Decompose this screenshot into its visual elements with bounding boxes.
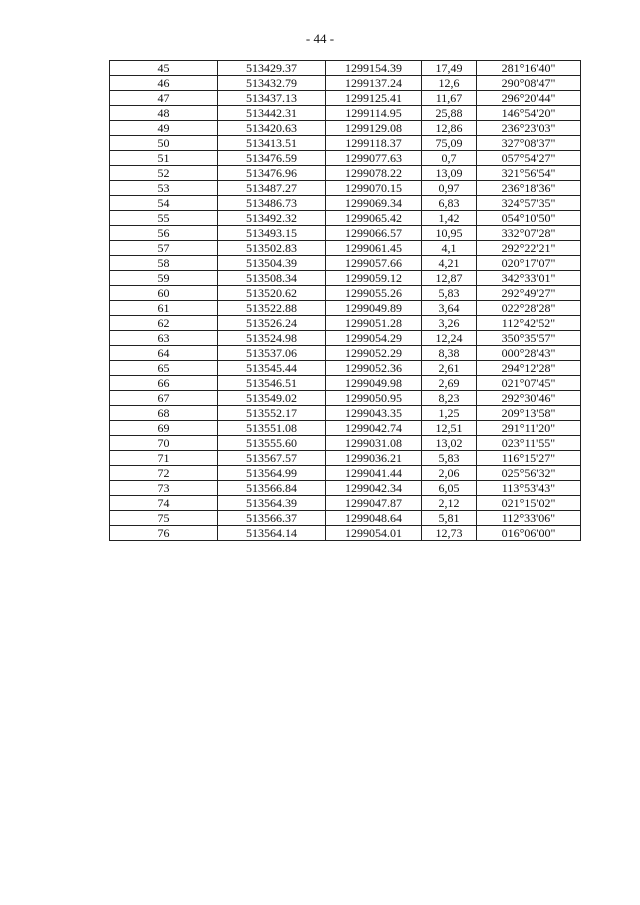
direction-angle-cell: 146°54'20" (477, 106, 581, 121)
x-coordinate-cell: 513564.14 (218, 526, 326, 541)
table-row (110, 151, 581, 166)
distance-cell: 17,49 (422, 61, 477, 76)
table-row (110, 451, 581, 466)
direction-angle-cell: 023°11'55" (477, 436, 581, 451)
point-number-cell: 55 (110, 211, 218, 226)
distance-cell: 8,38 (422, 346, 477, 361)
y-coordinate-cell: 1299057.66 (326, 256, 422, 271)
table-row (110, 211, 581, 226)
point-number-cell: 45 (110, 61, 218, 76)
x-coordinate-cell: 513551.08 (218, 421, 326, 436)
point-number-cell: 49 (110, 121, 218, 136)
direction-angle-cell: 324°57'35" (477, 196, 581, 211)
direction-angle-cell: 021°15'02" (477, 496, 581, 511)
x-coordinate-cell: 513537.06 (218, 346, 326, 361)
y-coordinate-cell: 1299077.63 (326, 151, 422, 166)
x-coordinate-cell: 513429.37 (218, 61, 326, 76)
table-row (110, 421, 581, 436)
point-number-cell: 54 (110, 196, 218, 211)
distance-cell: 3,26 (422, 316, 477, 331)
y-coordinate-cell: 1299051.28 (326, 316, 422, 331)
table-row (110, 316, 581, 331)
point-number-cell: 68 (110, 406, 218, 421)
point-number-cell: 52 (110, 166, 218, 181)
table-row (110, 301, 581, 316)
distance-cell: 8,23 (422, 391, 477, 406)
point-number-cell: 59 (110, 271, 218, 286)
y-coordinate-cell: 1299036.21 (326, 451, 422, 466)
point-number-cell: 53 (110, 181, 218, 196)
table-row (110, 481, 581, 496)
y-coordinate-cell: 1299125.41 (326, 91, 422, 106)
point-number-cell: 63 (110, 331, 218, 346)
table-row (110, 76, 581, 91)
distance-cell: 13,09 (422, 166, 477, 181)
table-row (110, 241, 581, 256)
point-number-cell: 69 (110, 421, 218, 436)
table-row (110, 406, 581, 421)
page-number: - 44 - (305, 31, 335, 46)
point-number-cell: 76 (110, 526, 218, 541)
distance-cell: 4,21 (422, 256, 477, 271)
table-row (110, 196, 581, 211)
direction-angle-cell: 236°23'03" (477, 121, 581, 136)
x-coordinate-cell: 513420.63 (218, 121, 326, 136)
table-row (110, 526, 581, 541)
direction-angle-cell: 112°33'06" (477, 511, 581, 526)
x-coordinate-cell: 513520.62 (218, 286, 326, 301)
distance-cell: 12,86 (422, 121, 477, 136)
y-coordinate-cell: 1299052.29 (326, 346, 422, 361)
table-row (110, 256, 581, 271)
direction-angle-cell: 021°07'45" (477, 376, 581, 391)
y-coordinate-cell: 1299049.89 (326, 301, 422, 316)
direction-angle-cell: 294°12'28" (477, 361, 581, 376)
point-number-cell: 73 (110, 481, 218, 496)
distance-cell: 5,81 (422, 511, 477, 526)
table-row (110, 376, 581, 391)
y-coordinate-cell: 1299048.64 (326, 511, 422, 526)
direction-angle-cell: 116°15'27" (477, 451, 581, 466)
direction-angle-cell: 054°10'50" (477, 211, 581, 226)
x-coordinate-cell: 513564.99 (218, 466, 326, 481)
x-coordinate-cell: 513504.39 (218, 256, 326, 271)
coordinates-table (109, 60, 581, 541)
y-coordinate-cell: 1299054.01 (326, 526, 422, 541)
table-row (110, 166, 581, 181)
table-row (110, 91, 581, 106)
y-coordinate-cell: 1299055.26 (326, 286, 422, 301)
point-number-cell: 56 (110, 226, 218, 241)
point-number-cell: 67 (110, 391, 218, 406)
point-number-cell: 61 (110, 301, 218, 316)
x-coordinate-cell: 513432.79 (218, 76, 326, 91)
table-row (110, 181, 581, 196)
point-number-cell: 74 (110, 496, 218, 511)
y-coordinate-cell: 1299041.44 (326, 466, 422, 481)
x-coordinate-cell: 513413.51 (218, 136, 326, 151)
distance-cell: 0,7 (422, 151, 477, 166)
distance-cell: 12,73 (422, 526, 477, 541)
direction-angle-cell: 113°53'43" (477, 481, 581, 496)
y-coordinate-cell: 1299047.87 (326, 496, 422, 511)
x-coordinate-cell: 513493.15 (218, 226, 326, 241)
point-number-cell: 62 (110, 316, 218, 331)
table-row (110, 346, 581, 361)
table-row (110, 331, 581, 346)
x-coordinate-cell: 513476.59 (218, 151, 326, 166)
x-coordinate-cell: 513502.83 (218, 241, 326, 256)
direction-angle-cell: 350°35'57" (477, 331, 581, 346)
distance-cell: 25,88 (422, 106, 477, 121)
distance-cell: 2,61 (422, 361, 477, 376)
direction-angle-cell: 016°06'00" (477, 526, 581, 541)
direction-angle-cell: 112°42'52" (477, 316, 581, 331)
point-number-cell: 50 (110, 136, 218, 151)
point-number-cell: 64 (110, 346, 218, 361)
distance-cell: 1,42 (422, 211, 477, 226)
x-coordinate-cell: 513442.31 (218, 106, 326, 121)
x-coordinate-cell: 513555.60 (218, 436, 326, 451)
table-row (110, 271, 581, 286)
distance-cell: 0,97 (422, 181, 477, 196)
table-row (110, 226, 581, 241)
x-coordinate-cell: 513524.98 (218, 331, 326, 346)
distance-cell: 2,69 (422, 376, 477, 391)
direction-angle-cell: 327°08'37" (477, 136, 581, 151)
y-coordinate-cell: 1299065.42 (326, 211, 422, 226)
distance-cell: 6,05 (422, 481, 477, 496)
distance-cell: 6,83 (422, 196, 477, 211)
y-coordinate-cell: 1299054.29 (326, 331, 422, 346)
distance-cell: 4,1 (422, 241, 477, 256)
y-coordinate-cell: 1299154.39 (326, 61, 422, 76)
table-row (110, 286, 581, 301)
distance-cell: 5,83 (422, 286, 477, 301)
coordinates-table-body (110, 61, 581, 541)
distance-cell: 3,64 (422, 301, 477, 316)
distance-cell: 2,06 (422, 466, 477, 481)
x-coordinate-cell: 513566.37 (218, 511, 326, 526)
x-coordinate-cell: 513526.24 (218, 316, 326, 331)
y-coordinate-cell: 1299050.95 (326, 391, 422, 406)
direction-angle-cell: 296°20'44" (477, 91, 581, 106)
distance-cell: 5,83 (422, 451, 477, 466)
distance-cell: 12,6 (422, 76, 477, 91)
point-number-cell: 60 (110, 286, 218, 301)
y-coordinate-cell: 1299059.12 (326, 271, 422, 286)
distance-cell: 1,25 (422, 406, 477, 421)
y-coordinate-cell: 1299042.34 (326, 481, 422, 496)
y-coordinate-cell: 1299031.08 (326, 436, 422, 451)
direction-angle-cell: 281°16'40" (477, 61, 581, 76)
y-coordinate-cell: 1299118.37 (326, 136, 422, 151)
table-row (110, 436, 581, 451)
point-number-cell: 58 (110, 256, 218, 271)
x-coordinate-cell: 513549.02 (218, 391, 326, 406)
table-row (110, 61, 581, 76)
y-coordinate-cell: 1299137.24 (326, 76, 422, 91)
x-coordinate-cell: 513487.27 (218, 181, 326, 196)
distance-cell: 12,51 (422, 421, 477, 436)
y-coordinate-cell: 1299052.36 (326, 361, 422, 376)
direction-angle-cell: 342°33'01" (477, 271, 581, 286)
distance-cell: 75,09 (422, 136, 477, 151)
table-row (110, 496, 581, 511)
point-number-cell: 57 (110, 241, 218, 256)
x-coordinate-cell: 513545.44 (218, 361, 326, 376)
x-coordinate-cell: 513492.32 (218, 211, 326, 226)
distance-cell: 12,87 (422, 271, 477, 286)
direction-angle-cell: 000°28'43" (477, 346, 581, 361)
distance-cell: 10,95 (422, 226, 477, 241)
table-row (110, 106, 581, 121)
direction-angle-cell: 292°49'27" (477, 286, 581, 301)
direction-angle-cell: 332°07'28" (477, 226, 581, 241)
point-number-cell: 71 (110, 451, 218, 466)
point-number-cell: 65 (110, 361, 218, 376)
y-coordinate-cell: 1299114.95 (326, 106, 422, 121)
y-coordinate-cell: 1299061.45 (326, 241, 422, 256)
x-coordinate-cell: 513486.73 (218, 196, 326, 211)
y-coordinate-cell: 1299070.15 (326, 181, 422, 196)
x-coordinate-cell: 513546.51 (218, 376, 326, 391)
direction-angle-cell: 025°56'32" (477, 466, 581, 481)
y-coordinate-cell: 1299129.08 (326, 121, 422, 136)
y-coordinate-cell: 1299069.34 (326, 196, 422, 211)
table-row (110, 391, 581, 406)
point-number-cell: 46 (110, 76, 218, 91)
distance-cell: 11,67 (422, 91, 477, 106)
table-row (110, 511, 581, 526)
point-number-cell: 51 (110, 151, 218, 166)
distance-cell: 2,12 (422, 496, 477, 511)
direction-angle-cell: 292°22'21" (477, 241, 581, 256)
y-coordinate-cell: 1299078.22 (326, 166, 422, 181)
table-row (110, 136, 581, 151)
point-number-cell: 70 (110, 436, 218, 451)
point-number-cell: 48 (110, 106, 218, 121)
direction-angle-cell: 022°28'28" (477, 301, 581, 316)
direction-angle-cell: 291°11'20" (477, 421, 581, 436)
point-number-cell: 66 (110, 376, 218, 391)
y-coordinate-cell: 1299066.57 (326, 226, 422, 241)
x-coordinate-cell: 513564.39 (218, 496, 326, 511)
x-coordinate-cell: 513522.88 (218, 301, 326, 316)
x-coordinate-cell: 513476.96 (218, 166, 326, 181)
x-coordinate-cell: 513508.34 (218, 271, 326, 286)
point-number-cell: 47 (110, 91, 218, 106)
direction-angle-cell: 292°30'46" (477, 391, 581, 406)
distance-cell: 13,02 (422, 436, 477, 451)
x-coordinate-cell: 513437.13 (218, 91, 326, 106)
point-number-cell: 72 (110, 466, 218, 481)
direction-angle-cell: 290°08'47" (477, 76, 581, 91)
table-row (110, 466, 581, 481)
x-coordinate-cell: 513566.84 (218, 481, 326, 496)
y-coordinate-cell: 1299043.35 (326, 406, 422, 421)
table-row (110, 121, 581, 136)
x-coordinate-cell: 513552.17 (218, 406, 326, 421)
point-number-cell: 75 (110, 511, 218, 526)
direction-angle-cell: 321°56'54" (477, 166, 581, 181)
direction-angle-cell: 209°13'58" (477, 406, 581, 421)
x-coordinate-cell: 513567.57 (218, 451, 326, 466)
distance-cell: 12,24 (422, 331, 477, 346)
direction-angle-cell: 236°18'36" (477, 181, 581, 196)
direction-angle-cell: 020°17'07" (477, 256, 581, 271)
direction-angle-cell: 057°54'27" (477, 151, 581, 166)
table-row (110, 361, 581, 376)
y-coordinate-cell: 1299049.98 (326, 376, 422, 391)
y-coordinate-cell: 1299042.74 (326, 421, 422, 436)
